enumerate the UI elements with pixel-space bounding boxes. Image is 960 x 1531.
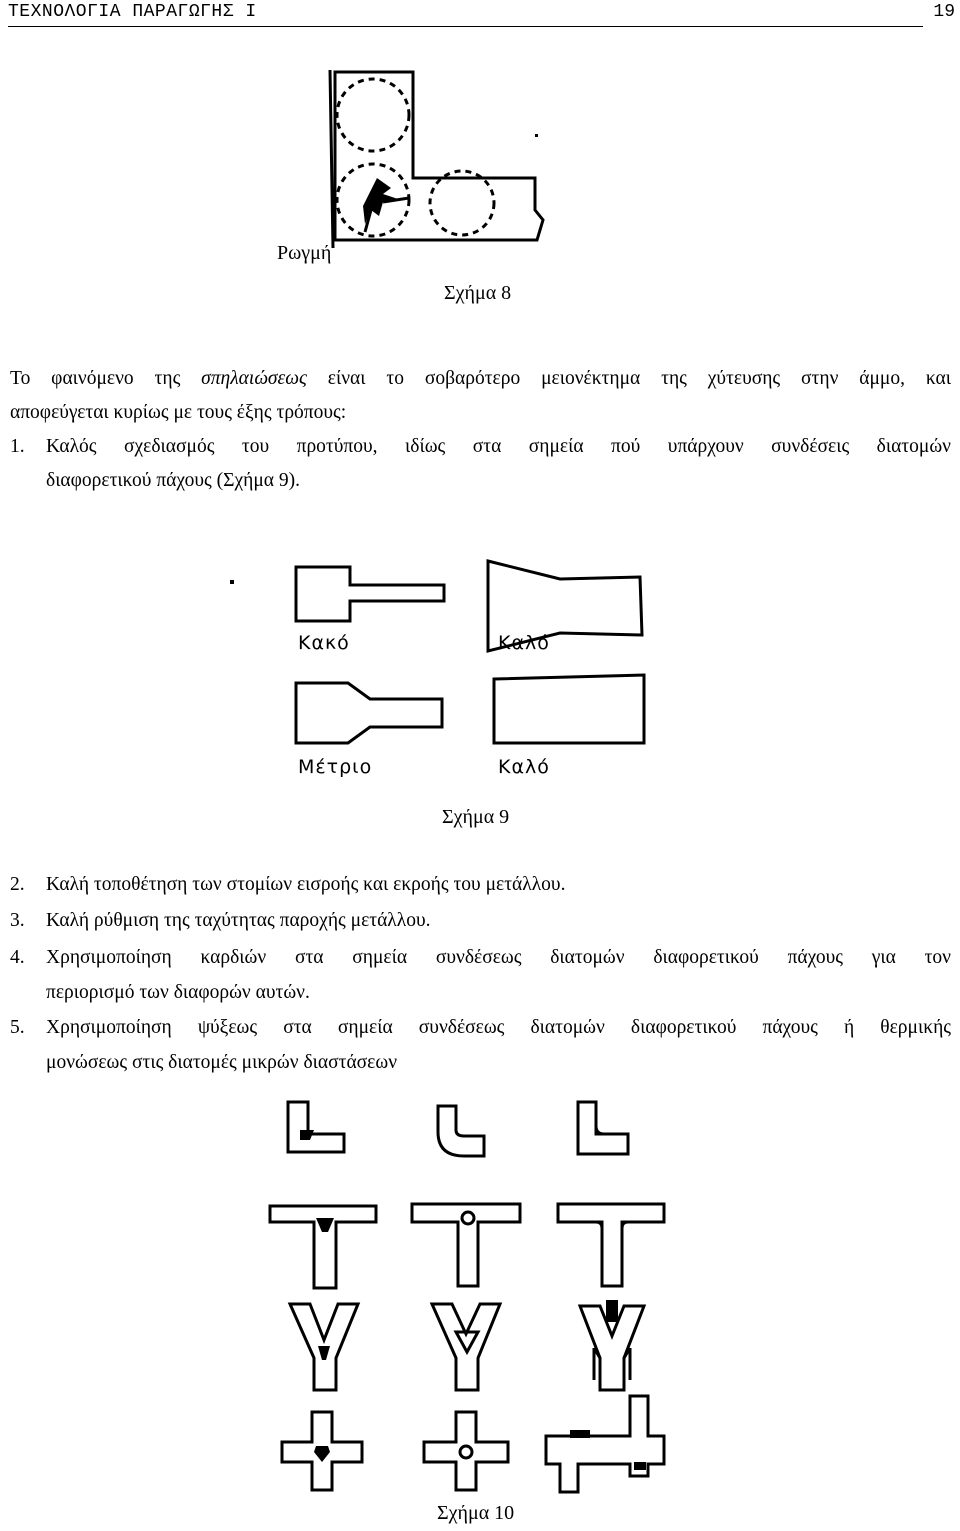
figure-10-caption: Σχήμα 10 [437,1502,515,1524]
figure-10-drawing [260,1090,680,1500]
item-5-line-1: Χρησιμοποίηση ψύξεως στα σημεία συνδέσεως διατομών διαφορετικού πάχους ή θερμικής [46,1017,951,1038]
item-1-line-2: διαφορετικού πάχους (Σχήμα 9). [46,470,300,491]
item-5-number: 5. [10,1017,25,1038]
item-1-line-1: Καλός σχεδιασμός του προτύπου, ιδίως στα σημεία πού υπάρχουν συνδέσεις διατομών [46,436,951,457]
emphasis-term: σπηλαιώσεως [201,368,307,389]
item-2-number: 2. [10,874,25,895]
item-2-line-1: Καλή τοποθέτηση των στομίων εισροής και εκροής του μετάλλου. [46,874,566,895]
crack-label: Ρωγμή [277,242,332,264]
figure-9-label-bad: Κακό [298,632,350,654]
item-3-number: 3. [10,910,25,931]
item-4-line-1: Χρησιμοποίηση καρδιών στα σημεία συνδέσεως διατομών διαφορετικού πάχους για τον [46,947,951,968]
item-4-line-2: περιορισμό των διαφορών αυτών. [46,982,310,1003]
page-header [8,0,955,27]
intro-line-1: Το φαινόμενο της σπηλαιώσεως είναι το σοβαρότερο μειονέκτημα της χύτευσης στην άμμο, και [10,368,951,389]
item-3-line-1: Καλή ρύθμιση της ταχύτητας παροχής μετάλλου. [46,910,431,931]
header-title: ΤΕΧΝΟΛΟΓΙΑ ΠΑΡΑΓΩΓΗΣ Ι [8,2,257,22]
item-4-number: 4. [10,947,25,968]
intro-line-2: αποφεύγεται κυρίως με τους έξης τρόπους: [10,402,347,423]
item-1-number: 1. [10,436,25,457]
figure-9-caption: Σχήμα 9 [442,806,510,828]
page-number: 19 [933,2,955,22]
figure-9-label-good-2: Καλό [498,756,550,778]
figure-9-drawing [230,555,760,785]
figure-9-label-medium: Μέτριο [298,756,373,778]
item-5-line-2: μονώσεως στις διατομές μικρών διαστάσεων [46,1052,398,1073]
figure-9-label-good-1: Καλό [498,632,550,654]
figure-8-drawing [325,60,555,250]
figure-8-caption: Σχήμα 8 [444,282,512,304]
